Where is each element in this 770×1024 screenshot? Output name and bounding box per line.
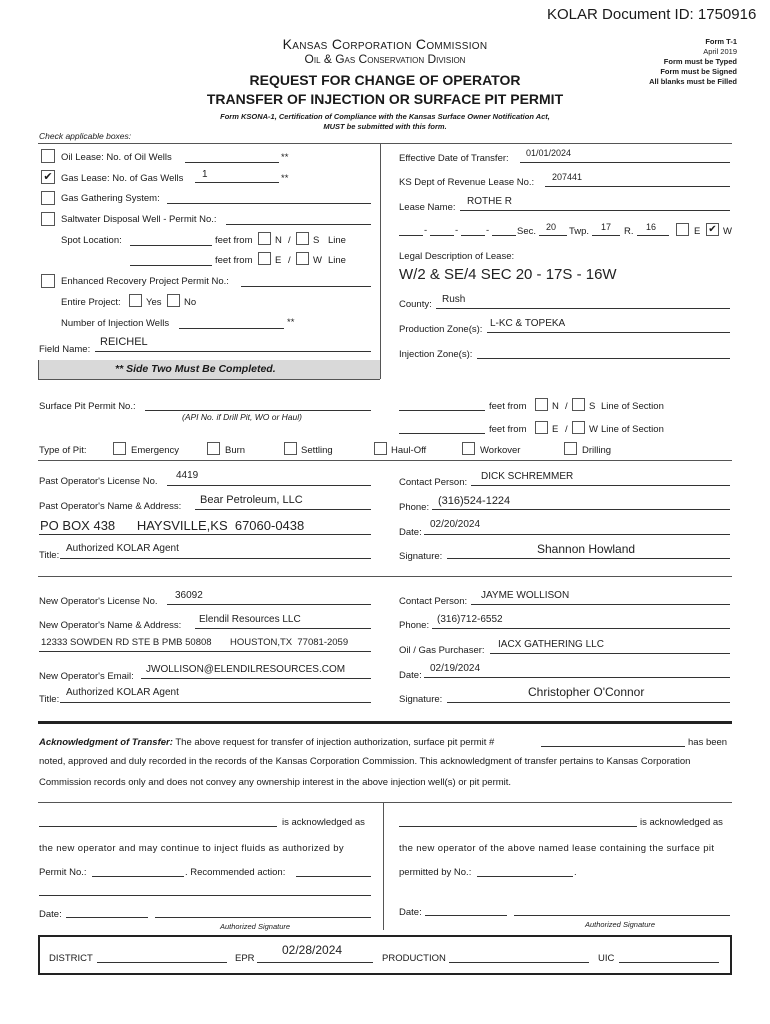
operator-divider	[38, 576, 732, 577]
gas-wells-value[interactable]: 1	[202, 169, 208, 180]
past-license-value[interactable]: 4419	[176, 470, 199, 481]
past-phone-value[interactable]: (316)524-1224	[438, 495, 511, 507]
new-email-value[interactable]: JWOLLISON@ELENDILRESOURCES.COM	[146, 664, 346, 675]
entire-no-checkbox[interactable]	[167, 294, 180, 307]
form-date: April 2019	[703, 47, 737, 56]
ks-dept-line	[545, 186, 730, 187]
spot-n-checkbox[interactable]	[258, 232, 271, 245]
district-label: DISTRICT	[49, 953, 93, 964]
new-title-label: Title:	[39, 694, 60, 705]
twp-label: Twp.	[569, 226, 590, 237]
pit-ew-line	[399, 433, 485, 434]
ack-right-text: the new operator of the above named lease containing the surface pit	[399, 843, 715, 854]
ack-left-operator-line	[39, 826, 277, 827]
pit-e-label: E	[552, 424, 559, 435]
ns-slash: /	[288, 235, 291, 246]
entire-project-label: Entire Project:	[61, 297, 121, 308]
field-name-label: Field Name:	[39, 344, 91, 355]
burn-label: Burn	[225, 445, 246, 456]
lease-name-label: Lease Name:	[399, 202, 456, 213]
side-two-note: ** Side Two Must Be Completed.	[115, 363, 276, 375]
new-signature-label: Signature:	[399, 694, 443, 705]
ack-right-auth-sig: Authorized Signature	[585, 920, 656, 929]
new-date-line	[424, 677, 730, 678]
past-name-label: Past Operator's Name & Address:	[39, 501, 182, 512]
new-title-line	[60, 702, 371, 703]
pit-s-label: S	[589, 401, 596, 412]
ack-right-operator-line	[399, 826, 637, 827]
subtitle-line1: Form KSONA-1, Certification of Compliance with the Kansas Surface Owner Notification Act,	[220, 112, 550, 121]
section-top-border	[38, 143, 732, 144]
workover-checkbox[interactable]	[462, 442, 475, 455]
pit-ns-line	[399, 410, 485, 411]
s-label: S	[313, 235, 320, 246]
epr-value[interactable]: 02/28/2024	[282, 943, 343, 957]
new-email-label: New Operator's Email:	[39, 671, 134, 682]
range-w-checkbox[interactable]: ✔	[706, 223, 719, 236]
twp-line	[592, 235, 620, 236]
drilling-label: Drilling	[582, 445, 612, 456]
past-signature-label: Signature:	[399, 551, 443, 562]
new-phone-value[interactable]: (316)712-6552	[437, 614, 503, 625]
ack-text3: Commission records only and does not convey any ownership interest in the above injection well(s) or pit permit.	[39, 777, 512, 788]
ack-right-date-line	[425, 915, 507, 916]
ack-line1	[39, 737, 494, 748]
past-license-label: Past Operator's License No.	[39, 476, 158, 487]
epr-label: EPR	[235, 953, 255, 964]
county-line	[436, 308, 730, 309]
gas-lease-checkbox[interactable]: ✔	[41, 170, 55, 184]
past-signature-value[interactable]: Shannon Howland	[537, 542, 636, 556]
new-signature-value[interactable]: Christopher O'Connor	[528, 685, 645, 699]
sec-line	[539, 235, 567, 236]
past-title-value[interactable]: Authorized KOLAR Agent	[66, 543, 179, 554]
range-value[interactable]: 16	[646, 222, 657, 232]
ack-left-signature-line	[155, 917, 371, 918]
new-phone-label: Phone:	[399, 620, 430, 631]
legal-desc-label: Legal Description of Lease:	[399, 251, 515, 262]
check-boxes-label: Check applicable boxes:	[39, 131, 132, 141]
burn-checkbox[interactable]	[207, 442, 220, 455]
new-name-label: New Operator's Name & Address:	[39, 620, 182, 631]
gas-asterisks: **	[281, 173, 289, 184]
past-license-line	[167, 485, 371, 486]
qtr3-line	[461, 235, 485, 236]
range-line	[637, 235, 669, 236]
field-name-value[interactable]: REICHEL	[100, 336, 148, 348]
pit-ns-line-of-section: Line of Section	[601, 401, 664, 412]
effective-date-line	[520, 162, 730, 163]
range-label: R.	[624, 226, 634, 237]
lease-name-value[interactable]: ROTHE R	[467, 196, 512, 207]
commission-name: Kansas Corporation Commission	[282, 36, 488, 52]
injection-wells-label: Number of Injection Wells	[61, 318, 170, 329]
ack-text2: noted, approved and duly recorded in the records of the Kansas Corporation Commission. This acknowledgment of transfer pertains to Kansas Corporation	[39, 756, 691, 767]
new-purchaser-value[interactable]: IACX GATHERING LLC	[498, 639, 604, 650]
new-purchaser-label: Oil / Gas Purchaser:	[399, 645, 485, 656]
lease-name-line	[460, 210, 730, 211]
injection-zones-line	[477, 358, 730, 359]
new-email-line	[141, 678, 371, 679]
ack-permitted-period: .	[574, 867, 577, 878]
past-date-value[interactable]: 02/20/2024	[430, 519, 481, 530]
gas-gathering-line	[167, 203, 371, 204]
production-zones-label: Production Zone(s):	[399, 324, 483, 335]
production-line	[449, 962, 589, 963]
ack-column-divider	[383, 802, 384, 930]
workover-label: Workover	[480, 445, 521, 456]
new-contact-label: Contact Person:	[399, 596, 468, 607]
new-license-label: New Operator's License No.	[39, 596, 158, 607]
ack-permitted-by-line	[477, 876, 573, 877]
api-note: (API No. if Drill Pit, WO or Haul)	[182, 412, 302, 422]
oil-lease-label: Oil Lease: No. of Oil Wells	[61, 152, 172, 163]
uic-label: UIC	[598, 953, 615, 964]
new-name-line	[195, 628, 371, 629]
note-typed: Form must be Typed	[663, 57, 737, 66]
pit-ns-slash: /	[565, 401, 568, 412]
ack-recommended-line	[296, 876, 371, 877]
county-label: County:	[399, 299, 432, 310]
pit-section-divider	[38, 460, 732, 461]
ack-text1: The above request for transfer of injection authorization, surface pit permit #	[175, 737, 495, 748]
effective-date-label: Effective Date of Transfer:	[399, 153, 509, 164]
enhanced-permit-line	[241, 286, 371, 287]
pit-e-checkbox[interactable]	[535, 421, 548, 434]
pit-ew-slash: /	[565, 424, 568, 435]
swd-label: Saltwater Disposal Well - Permit No.:	[61, 214, 217, 225]
sec-label: Sec.	[517, 226, 537, 237]
pit-n-label: N	[552, 401, 559, 412]
new-address-value[interactable]: 12333 SOWDEN RD STE B PMB 50808 HOUSTON,TX 77081-2059	[41, 637, 349, 648]
pit-ns-feet-from: feet from	[489, 401, 527, 412]
spot-ew-feet-from: feet from	[215, 255, 253, 266]
swd-permit-line	[226, 224, 371, 225]
qtr2-line	[430, 235, 454, 236]
ack-recommended-line2	[39, 895, 371, 896]
spot-ew-line	[130, 265, 212, 266]
haul-off-label: Haul-Off	[391, 445, 427, 456]
form-title-line1: REQUEST FOR CHANGE OF OPERATOR	[249, 72, 521, 88]
yes-label: Yes	[146, 297, 162, 308]
ack-heading: Acknowledgment of Transfer:	[39, 737, 173, 748]
county-value[interactable]: Rush	[442, 294, 466, 305]
ack-left-date-line	[66, 917, 148, 918]
injection-wells-line	[179, 328, 284, 329]
pit-w-checkbox[interactable]	[572, 421, 585, 434]
ack-permit-no-label: Permit No.:	[39, 867, 87, 878]
gas-wells-line	[195, 182, 279, 183]
spot-s-checkbox[interactable]	[296, 232, 309, 245]
district-line	[97, 962, 227, 963]
swd-checkbox[interactable]	[41, 212, 55, 226]
ks-dept-value[interactable]: 207441	[552, 172, 583, 182]
new-signature-line	[447, 702, 730, 703]
n-label: N	[275, 235, 282, 246]
spot-ns-line	[130, 245, 212, 246]
enhanced-recovery-label: Enhanced Recovery Project Permit No.:	[61, 276, 229, 287]
new-license-line	[167, 604, 371, 605]
pit-ew-feet-from: feet from	[489, 424, 527, 435]
pit-ew-line-of-section: Line of Section	[601, 424, 664, 435]
side-two-bottom-border	[38, 379, 380, 380]
spot-e-checkbox[interactable]	[258, 252, 271, 265]
qtr-dash-2: -	[455, 225, 459, 236]
ns-line-label: Line	[328, 235, 346, 246]
ew-line-label: Line	[328, 255, 346, 266]
new-contact-line	[471, 604, 730, 605]
injection-asterisks: **	[287, 317, 295, 328]
ack-right-is-ack: is acknowledged as	[640, 817, 723, 828]
injection-zones-label: Injection Zone(s):	[399, 349, 473, 360]
ack-upper-border	[38, 802, 732, 803]
qtr-dash-3: -	[486, 225, 490, 236]
legal-desc-value[interactable]: W/2 & SE/4 SEC 20 - 17S - 16W	[399, 266, 617, 283]
new-license-value[interactable]: 36092	[175, 590, 203, 601]
ack-left-text: the new operator and may continue to inject fluids as authorized by	[39, 843, 344, 854]
emergency-label: Emergency	[131, 445, 180, 456]
new-name-value[interactable]: Elendil Resources LLC	[199, 614, 301, 625]
oil-lease-checkbox[interactable]	[41, 149, 55, 163]
new-contact-value[interactable]: JAYME WOLLISON	[481, 590, 570, 601]
ack-right-date-label: Date:	[399, 907, 422, 918]
form-id: Form T-1	[705, 37, 737, 46]
past-contact-label: Contact Person:	[399, 477, 468, 488]
ack-left-is-ack: is acknowledged as	[282, 817, 365, 828]
past-signature-line	[447, 558, 730, 559]
spot-location-label: Spot Location:	[61, 235, 122, 246]
new-date-value[interactable]: 02/19/2024	[430, 663, 481, 674]
production-zones-line	[487, 332, 730, 333]
note-signed: Form must be Signed	[660, 67, 737, 76]
past-contact-value[interactable]: DICK SCHREMMER	[481, 471, 574, 482]
production-label: PRODUCTION	[382, 953, 446, 964]
field-name-line	[95, 351, 371, 352]
past-contact-line	[471, 485, 730, 486]
new-phone-line	[432, 628, 730, 629]
range-e-checkbox[interactable]	[676, 223, 689, 236]
form-title-line2: TRANSFER OF INJECTION OR SURFACE PIT PERMIT	[206, 91, 564, 107]
note-filled: All blanks must be Filled	[649, 77, 737, 86]
past-date-label: Date:	[399, 527, 422, 538]
epr-line	[257, 962, 373, 963]
past-address-line	[39, 534, 371, 535]
qtr1-line	[399, 235, 423, 236]
oil-wells-line	[185, 162, 279, 163]
ack-left-date-label: Date:	[39, 909, 62, 920]
gas-lease-label: Gas Lease: No. of Gas Wells	[61, 173, 184, 184]
ack-permit-line	[541, 746, 685, 747]
past-title-line	[60, 558, 371, 559]
sec-value[interactable]: 20	[546, 222, 557, 232]
uic-line	[619, 962, 719, 963]
range-e-label: E	[694, 226, 701, 237]
division-name: Oil & Gas Conservation Division	[304, 52, 466, 66]
qtr4-line	[492, 235, 516, 236]
pit-w-label: W	[589, 424, 598, 435]
ack-has-been: has been	[688, 737, 728, 748]
emergency-checkbox[interactable]	[113, 442, 126, 455]
oil-asterisks: **	[281, 152, 289, 163]
spot-ns-feet-from: feet from	[215, 235, 253, 246]
gas-gathering-checkbox[interactable]	[41, 191, 55, 205]
past-title-label: Title:	[39, 550, 60, 561]
acknowledgment-separator	[38, 721, 732, 724]
past-phone-label: Phone:	[399, 502, 430, 513]
enhanced-recovery-checkbox[interactable]	[41, 274, 55, 288]
ack-permitted-by-label: permitted by No.:	[399, 867, 472, 878]
ack-recommended-label: . Recommended action:	[185, 867, 286, 878]
past-name-line	[195, 509, 371, 510]
type-of-pit-label: Type of Pit:	[39, 445, 87, 456]
ack-right-signature-line	[514, 915, 730, 916]
ack-left-auth-sig: Authorized Signature	[220, 922, 291, 931]
subtitle-line2: MUST be submitted with this form.	[323, 122, 447, 131]
production-zones-value[interactable]: L-KC & TOPEKA	[490, 318, 566, 329]
settling-checkbox[interactable]	[284, 442, 297, 455]
surface-pit-line	[145, 410, 371, 411]
new-address-line	[39, 651, 371, 652]
twp-value[interactable]: 17	[601, 222, 612, 232]
ks-dept-label: KS Dept of Revenue Lease No.:	[399, 177, 535, 188]
effective-date-value[interactable]: 01/01/2024	[526, 148, 572, 158]
new-date-label: Date:	[399, 670, 422, 681]
w-label: W	[313, 255, 322, 266]
past-name-value[interactable]: Bear Petroleum, LLC	[200, 494, 303, 506]
no-label: No	[184, 297, 197, 308]
entire-yes-checkbox[interactable]	[129, 294, 142, 307]
drilling-checkbox[interactable]	[564, 442, 577, 455]
section-divider	[380, 143, 381, 379]
range-w-label: W	[723, 226, 732, 237]
new-purchaser-line	[490, 653, 730, 654]
qtr-dash-1: -	[424, 225, 428, 236]
gas-gathering-label: Gas Gathering System:	[61, 193, 160, 204]
past-address-value[interactable]: PO BOX 438 HAYSVILLE,KS 67060-0438	[40, 518, 305, 533]
pit-s-checkbox[interactable]	[572, 398, 585, 411]
haul-off-checkbox[interactable]	[374, 442, 387, 455]
new-title-value[interactable]: Authorized KOLAR Agent	[66, 687, 179, 698]
e-label: E	[275, 255, 282, 266]
settling-label: Settling	[301, 445, 333, 456]
spot-w-checkbox[interactable]	[296, 252, 309, 265]
past-phone-line	[432, 509, 730, 510]
kolar-document-id: KOLAR Document ID: 1750916	[547, 6, 757, 23]
surface-pit-label: Surface Pit Permit No.:	[39, 401, 136, 412]
ew-slash: /	[288, 255, 291, 266]
ack-permit-no-line	[92, 876, 184, 877]
pit-n-checkbox[interactable]	[535, 398, 548, 411]
past-date-line	[424, 534, 730, 535]
